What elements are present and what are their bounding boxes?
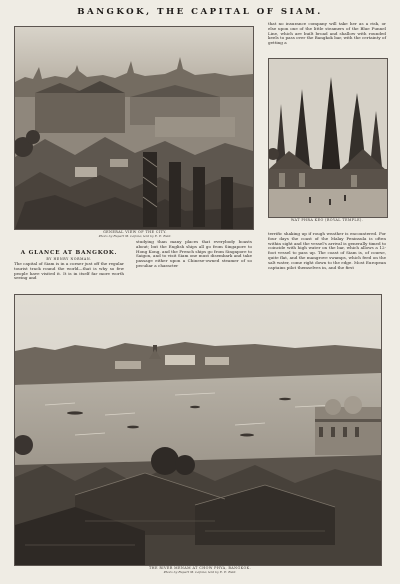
river-photo [14,294,382,566]
top-right-column [268,22,386,46]
article-heading: A GLANCE AT BANGKOK. [20,250,118,256]
top-right-paragraph: that no insurance company will take her as a risk, or else upon one of the little steamers of the Blue Funnel Line, which are built broad and shallow with rounded keels to pass over the Bangkok bar, with the certainty of getting a [268,21,386,46]
temple-image [269,59,387,217]
temple-caption-title: WAT PHRA KEO (ROYAL TEMPLE). [290,218,364,222]
city-view-image [15,27,253,229]
article-paragraph-3: terrific shaking up if rough weather is encountered. For four days the coast of the Malay Peninsula is often within sight and the vessel's arrival is generally timed to coincide with high water on the bar, which allows a 12-foot vessel to pass up. The coast of Siam is, of course, quite flat, and the mangrove swamps, which feed on the salt water, come right down to the edge. Most European captains pilot themselves in, and the first [268,231,386,270]
article-byline: BY HENRY NORMAN. [46,257,92,261]
river-caption [100,566,300,575]
city-view-caption [60,230,210,239]
article-paragraph-2: studying than many places that everybody boasts about; but the English ships all go from Singapore to Hong Kong, and the French ships go from Singapore to Saigon, and to visit Siam one must disembark and take passage either upon a Chinese-owned steamer of so peculiar a character [136,239,252,268]
article-paragraph-1: The capital of Siam is in a corner just off the regular tourist track round the world—that is why so few people have visited it. It is in itself far more worth seeing and [14,261,124,281]
temple-caption [268,218,386,222]
city-view-caption-title: GENERAL VIEW OF THE CITY. [103,230,167,234]
article-column-2 [136,240,252,269]
river-caption-credit: Photo by Rupert M. Lafone; lent by E. E. Reid. [163,570,237,575]
temple-photo [268,58,388,218]
river-caption-title: THE RIVER MENAM AT CHOW PHYA, BANGKOK. [148,566,252,570]
city-view-caption-credit: Photo by Rupert M. Lafone; lent by E. E. Reid. [98,234,172,239]
city-view-photo [14,26,254,230]
article-column-1 [14,262,124,281]
river-image [15,295,381,565]
page-title: BANGKOK, THE CAPITAL OF SIAM. [77,7,323,17]
article-column-3 [268,232,386,270]
